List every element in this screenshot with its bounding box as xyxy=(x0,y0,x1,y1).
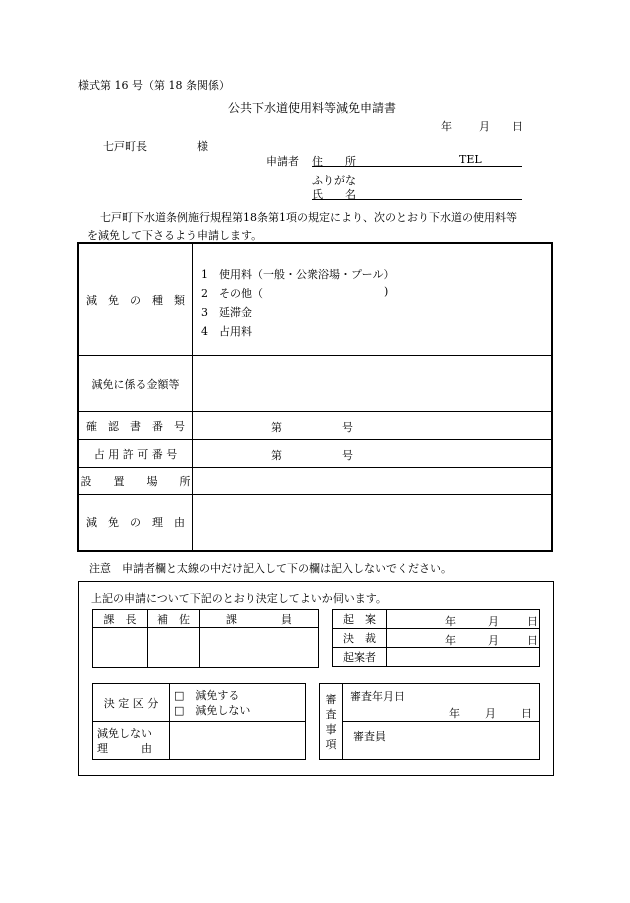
deny-reason-label xyxy=(93,722,170,760)
intro-line-2: を減免して下さるよう申請します。 xyxy=(87,229,263,242)
type-option-1[interactable]: 1 使用料（一般・公衆浴場・プール） xyxy=(201,268,395,281)
approve-label: 決 裁 xyxy=(333,629,387,648)
review-date-label: 審査年月日 xyxy=(350,690,405,703)
tel-label: TEL xyxy=(459,153,482,166)
location-label: 設 置 場 所 xyxy=(78,468,193,495)
review-section-label: 審査事項 xyxy=(320,684,343,760)
stamp-staff[interactable] xyxy=(200,628,319,668)
office-intro: 上記の申請について下記のとおり決定してよいか伺います。 xyxy=(91,592,387,605)
confirmation-number-cell[interactable] xyxy=(193,412,553,440)
approval-chain-table xyxy=(92,609,319,668)
permit-no-prefix: 第 xyxy=(271,449,282,462)
deny-reason-line-1: 減免しない xyxy=(97,726,152,740)
permit-number-label: 占 用 許 可 番 号 xyxy=(78,440,193,468)
date-month-label: 月 xyxy=(479,120,490,133)
draft-year: 年 xyxy=(445,615,456,628)
address-label: 住 所 xyxy=(312,155,356,168)
permit-number-cell[interactable] xyxy=(193,440,553,468)
approve-date-cell[interactable] xyxy=(387,629,540,648)
draft-dates-table xyxy=(332,609,540,667)
decision-options-cell xyxy=(170,684,306,722)
type-option-2[interactable]: 2 その他（ xyxy=(201,287,263,300)
option-approve[interactable] xyxy=(174,688,301,703)
drafter-cell[interactable] xyxy=(387,648,540,667)
name-label: 氏 名 xyxy=(312,188,356,201)
name-field[interactable] xyxy=(312,186,522,200)
reason-input-cell[interactable] xyxy=(193,495,553,551)
furigana-label: ふりがな xyxy=(312,174,356,187)
deny-reason-cell[interactable] xyxy=(170,722,306,760)
form-number: 様式第 16 号（第 18 条関係） xyxy=(78,79,230,92)
draft-date-cell[interactable] xyxy=(387,610,540,629)
confirm-no-suffix: 号 xyxy=(342,421,353,434)
review-date-cell[interactable] xyxy=(343,684,540,722)
confirm-no-prefix: 第 xyxy=(271,421,282,434)
type-option-4[interactable]: 4 占用料 xyxy=(201,325,252,338)
draft-month: 月 xyxy=(488,615,499,628)
document-title: 公共下水道使用料等減免申請書 xyxy=(228,101,397,115)
option-approve-label: 減免する xyxy=(195,688,240,702)
reduction-type-label: 減 免 の 種 類 xyxy=(78,243,193,356)
draft-day: 日 xyxy=(527,615,538,628)
option-deny[interactable] xyxy=(174,703,301,718)
note-text: 注意 申請者欄と太線の中だけ記入して下の欄は記入しないでください。 xyxy=(89,562,452,575)
role-staff: 課 員 xyxy=(200,610,319,628)
application-table xyxy=(77,242,553,552)
role-section-chief: 課 長 xyxy=(93,610,148,628)
applicant-label: 申請者 xyxy=(266,155,299,168)
option-deny-label: 減免しない xyxy=(195,703,251,717)
reviewer-cell[interactable] xyxy=(343,722,540,760)
checkbox-icon[interactable]: □ xyxy=(174,703,185,717)
reason-label: 減 免 の 理 由 xyxy=(78,495,193,551)
review-month: 月 xyxy=(485,707,496,720)
honorific: 様 xyxy=(197,140,208,153)
drafter-label: 起案者 xyxy=(333,648,387,667)
date-day-label: 日 xyxy=(512,120,523,133)
approve-day: 日 xyxy=(527,634,538,647)
amount-label: 減免に係る金額等 xyxy=(78,356,193,412)
confirmation-number-label: 確 認 書 番 号 xyxy=(78,412,193,440)
draft-label: 起 案 xyxy=(333,610,387,629)
deny-reason-line-2: 理 由 xyxy=(97,741,152,755)
decision-table xyxy=(92,683,306,760)
address-field[interactable] xyxy=(312,153,522,167)
approve-year: 年 xyxy=(445,634,456,647)
reviewer-label: 審査員 xyxy=(353,730,386,743)
reduction-type-cell[interactable] xyxy=(193,243,553,356)
amount-input-cell[interactable] xyxy=(193,356,553,412)
date-year-label: 年 xyxy=(441,120,452,133)
permit-no-suffix: 号 xyxy=(342,449,353,462)
type-option-2-close: ) xyxy=(384,285,389,298)
approve-month: 月 xyxy=(488,634,499,647)
location-input-cell[interactable] xyxy=(193,468,553,495)
review-table xyxy=(319,683,540,760)
review-year: 年 xyxy=(449,707,460,720)
role-deputy: 補 佐 xyxy=(148,610,200,628)
checkbox-icon[interactable]: □ xyxy=(174,688,185,702)
intro-line-1: 七戸町下水道条例施行規程第18条第1項の規定により、次のとおり下水道の使用料等 xyxy=(100,211,517,224)
office-use-box xyxy=(78,581,554,776)
stamp-deputy[interactable] xyxy=(148,628,200,668)
stamp-section-chief[interactable] xyxy=(93,628,148,668)
decision-label: 決 定 区 分 xyxy=(93,684,170,722)
addressee: 七戸町長 xyxy=(103,140,147,153)
type-option-3[interactable]: 3 延滞金 xyxy=(201,306,252,319)
review-day: 日 xyxy=(521,707,532,720)
